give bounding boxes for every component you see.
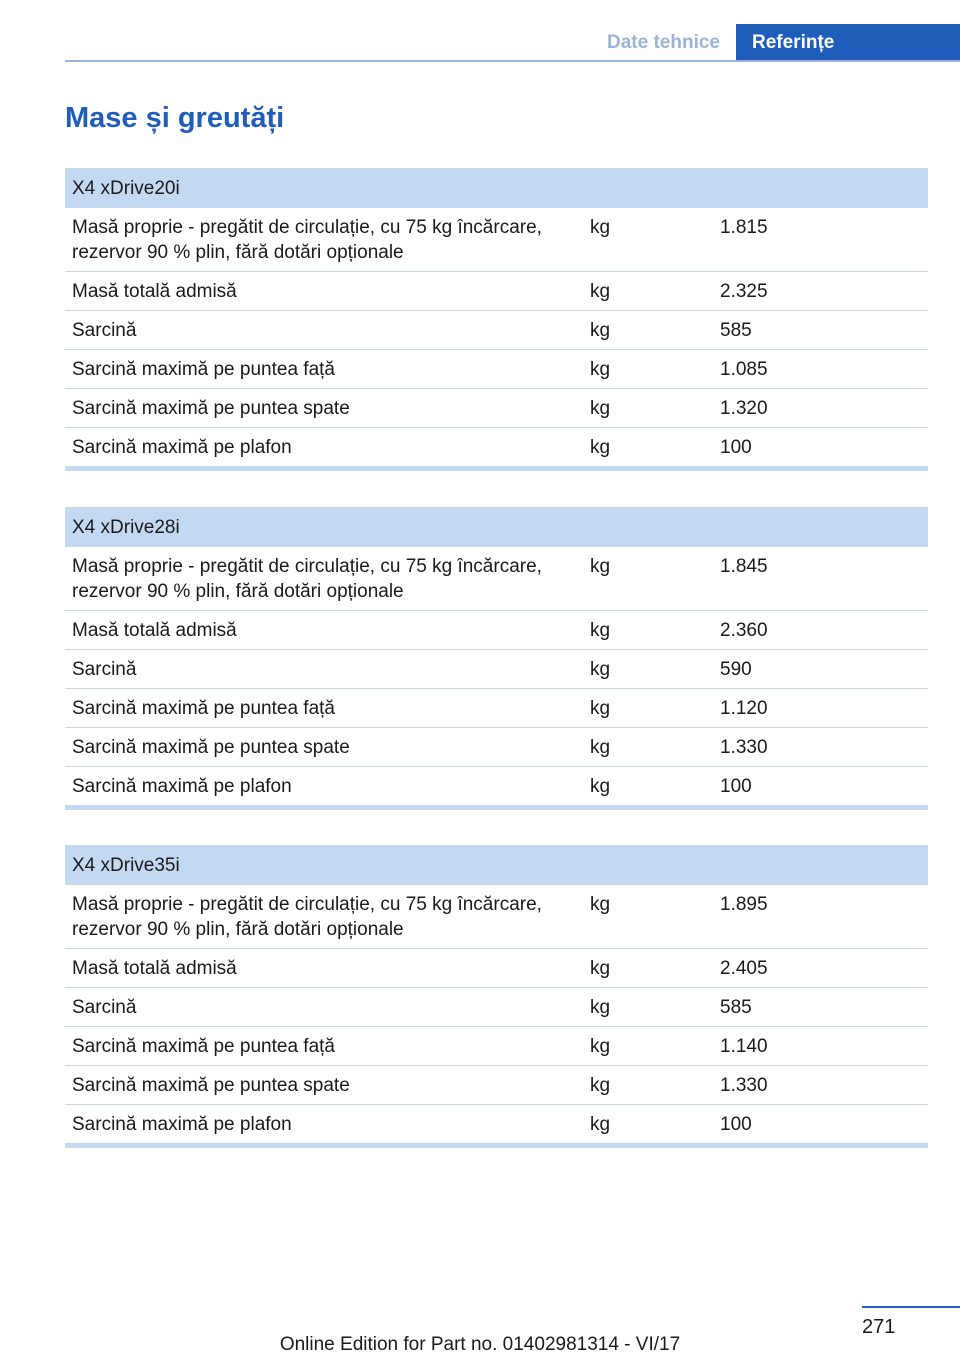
footer-divider [862, 1306, 960, 1308]
table-row [65, 208, 928, 272]
table-row [65, 650, 928, 689]
page-number: 271 [862, 1316, 896, 1338]
row-unit: kg [583, 389, 713, 428]
row-value: 585 [713, 988, 928, 1027]
row-label: Masă proprie - pregătit de circulație, cu 75 kg încărcare, rezervor 90 % plin, fără dotări opționale [65, 547, 583, 611]
row-label: Sarcină maximă pe puntea față [65, 350, 583, 389]
row-unit: kg [583, 311, 713, 350]
row-value: 2.325 [713, 272, 928, 311]
row-label: Sarcină maximă pe puntea spate [65, 1066, 583, 1105]
section-tabs [591, 24, 960, 61]
row-value: 585 [713, 311, 928, 350]
row-value: 100 [713, 767, 928, 808]
tab-date-tehnice[interactable]: Date tehnice [607, 32, 720, 53]
header-divider [65, 60, 960, 62]
row-value: 2.360 [713, 611, 928, 650]
table-row [65, 547, 928, 611]
row-unit: kg [583, 767, 713, 808]
row-value: 590 [713, 650, 928, 689]
row-value: 1.085 [713, 350, 928, 389]
row-label: Sarcină maximă pe puntea față [65, 1027, 583, 1066]
table-row [65, 272, 928, 311]
table-header: X4 xDrive20i [65, 168, 928, 208]
row-unit: kg [583, 689, 713, 728]
table-row [65, 885, 928, 949]
table-row [65, 988, 928, 1027]
row-unit: kg [583, 650, 713, 689]
row-value: 1.140 [713, 1027, 928, 1066]
row-label: Sarcină maximă pe puntea spate [65, 728, 583, 767]
row-label: Sarcină [65, 311, 583, 350]
row-value: 2.405 [713, 949, 928, 988]
table-row [65, 350, 928, 389]
row-value: 1.330 [713, 1066, 928, 1105]
row-unit: kg [583, 728, 713, 767]
row-label: Sarcină [65, 988, 583, 1027]
row-value: 1.330 [713, 728, 928, 767]
page-title: Mase și greutăți [65, 102, 285, 134]
table-row [65, 1027, 928, 1066]
table-row [65, 389, 928, 428]
row-unit: kg [583, 547, 713, 611]
row-label: Masă totală admisă [65, 949, 583, 988]
footer-edition: Online Edition for Part no. 01402981314 - VI/17 [279, 1334, 681, 1355]
table-row [65, 1105, 928, 1146]
row-unit: kg [583, 350, 713, 389]
row-unit: kg [583, 208, 713, 272]
row-unit: kg [583, 272, 713, 311]
row-unit: kg [583, 428, 713, 469]
row-unit: kg [583, 611, 713, 650]
spec-table-xdrive35i [65, 845, 928, 1148]
row-label: Sarcină maximă pe plafon [65, 428, 583, 469]
row-value: 100 [713, 1105, 928, 1146]
row-unit: kg [583, 1105, 713, 1146]
row-value: 1.845 [713, 547, 928, 611]
row-unit: kg [583, 949, 713, 988]
row-value: 100 [713, 428, 928, 469]
table-header: X4 xDrive28i [65, 507, 928, 547]
table-row [65, 728, 928, 767]
row-label: Sarcină maximă pe plafon [65, 1105, 583, 1146]
row-unit: kg [583, 988, 713, 1027]
row-value: 1.320 [713, 389, 928, 428]
row-label: Masă totală admisă [65, 272, 583, 311]
row-label: Sarcină maximă pe puntea față [65, 689, 583, 728]
table-row [65, 689, 928, 728]
row-unit: kg [583, 1066, 713, 1105]
row-label: Masă totală admisă [65, 611, 583, 650]
spec-table-xdrive20i [65, 168, 928, 471]
table-row [65, 767, 928, 808]
row-unit: kg [583, 885, 713, 949]
row-value: 1.895 [713, 885, 928, 949]
table-row [65, 1066, 928, 1105]
table-row [65, 949, 928, 988]
spec-table-xdrive28i [65, 507, 928, 810]
table-row [65, 311, 928, 350]
row-label: Sarcină maximă pe plafon [65, 767, 583, 808]
table-header: X4 xDrive35i [65, 845, 928, 885]
row-unit: kg [583, 1027, 713, 1066]
tab-referinte[interactable]: Referințe [736, 24, 960, 61]
row-label: Sarcină [65, 650, 583, 689]
table-row [65, 611, 928, 650]
table-row [65, 428, 928, 469]
row-value: 1.815 [713, 208, 928, 272]
row-label: Masă proprie - pregătit de circulație, cu 75 kg încărcare, rezervor 90 % plin, fără dotări opționale [65, 208, 583, 272]
row-label: Masă proprie - pregătit de circulație, cu 75 kg încărcare, rezervor 90 % plin, fără dotări opționale [65, 885, 583, 949]
row-label: Sarcină maximă pe puntea spate [65, 389, 583, 428]
row-value: 1.120 [713, 689, 928, 728]
